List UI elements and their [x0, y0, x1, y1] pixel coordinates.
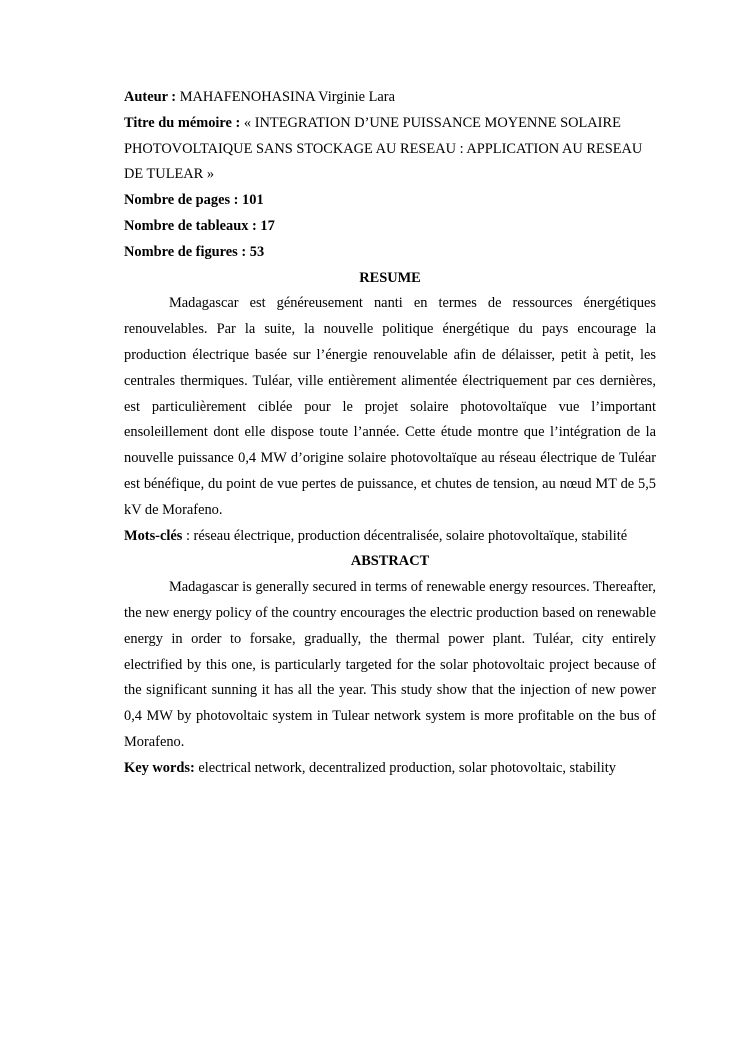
- title-value: « INTEGRATION D’UNE PUISSANCE MOYENNE SOLAIRE PHOTOVOLTAIQUE SANS STOCKAGE AU RESEAU : APPLICATION AU RESEAU DE TULEAR »: [124, 114, 643, 183]
- resume-keywords-value: : réseau électrique, production décentralisée, solaire photovoltaïque, stabilité: [182, 527, 628, 544]
- resume-heading: RESUME: [359, 269, 421, 286]
- resume-keywords-label: Mots-clés: [124, 527, 183, 544]
- title-label: Titre du mémoire :: [124, 114, 241, 131]
- abstract-keywords-value: electrical network, decentralized production, solar photovoltaic, stability: [194, 759, 616, 776]
- author-value: MAHAFENOHASINA Virginie Lara: [179, 89, 395, 105]
- author-line: [124, 85, 656, 111]
- abstract-heading: ABSTRACT: [350, 553, 430, 570]
- abstract-keywords-label: Key words:: [124, 759, 195, 776]
- abstract-body: Madagascar is generally secured in terms of renewable energy resources. Thereafter, the new energy policy of the country encourages the electric production based on renewable energy in order to forsake, gradually, the thermal power plant. Tuléar, city entirely electrified by this one, is particularly targeted for the solar photovoltaic project because of the significant sunning it has all the year. This study show that the injection of new power 0,4 MW by photovoltaic system in Tulear network system is more profitable on the bus of Morafeno.: [124, 579, 656, 750]
- resume-body: Madagascar est généreusement nanti en termes de ressources énergétiques renouvelables. Par la suite, la nouvelle politique énergétique du pays encourage la production électrique basée sur l’énergie renouvelable afin de délaisser, petit à petit, les centrales thermiques. Tuléar, ville entièrement alimentée électriquement par ces dernières, est particulièrement ciblée pour le projet solaire photovoltaïque vue l’important ensoleillement dont elle dispose toute l’année. Cette étude montre que l’intégration de la nouvelle puissance 0,4 MW d’origine solaire photovoltaïque au réseau électrique de Tuléar est bénéfique, du point de vue pertes de puissance, et chutes de tension, au nœud MT de 5,5 kV de Morafeno.: [124, 295, 656, 518]
- resume-keywords: [124, 524, 656, 550]
- document-page: [124, 85, 656, 782]
- title-line: [124, 111, 656, 188]
- page-count: Nombre de pages : 101: [124, 192, 264, 209]
- table-count: Nombre de tableaux : 17: [124, 217, 275, 234]
- figure-count: Nombre de figures : 53: [124, 243, 265, 260]
- abstract-keywords: [124, 756, 656, 782]
- author-label: Auteur :: [124, 89, 177, 105]
